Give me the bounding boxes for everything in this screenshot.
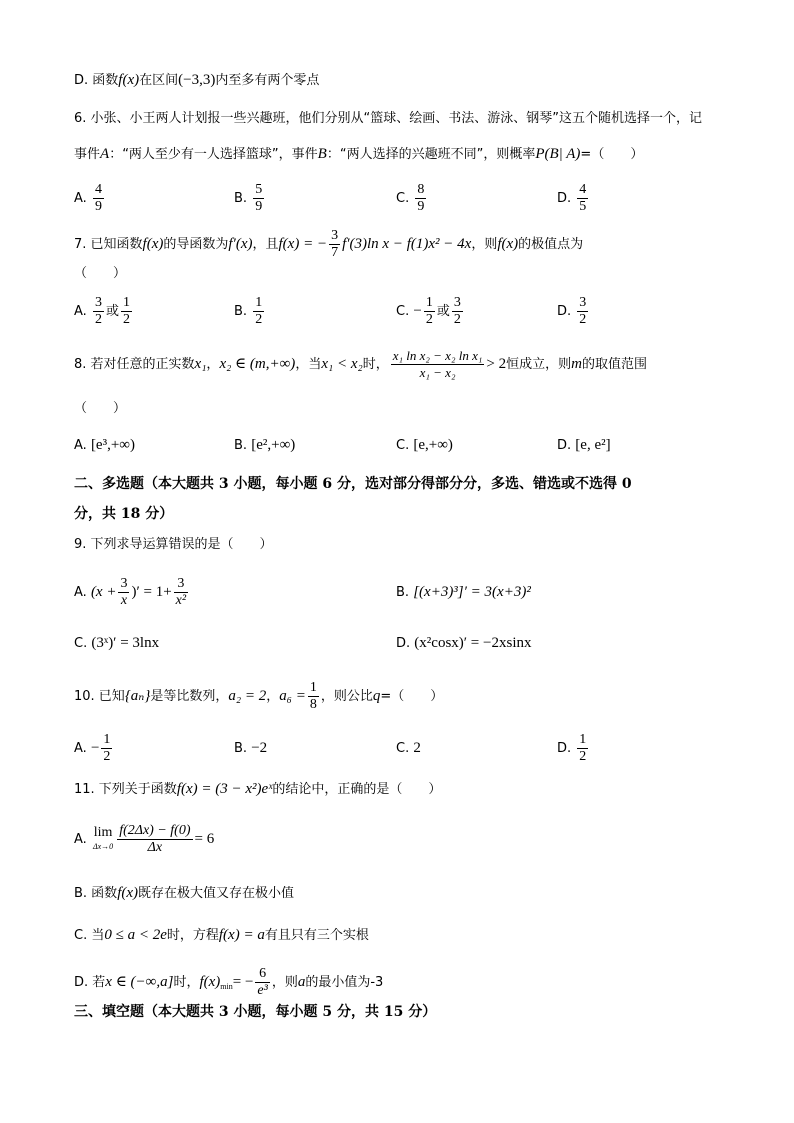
q7-option-a-d2: 2 (122, 312, 130, 327)
q8-comma: ， (206, 357, 220, 372)
q8-x1: x₁ (194, 356, 207, 372)
q6-option-b-den: 9 (255, 199, 263, 214)
q6-option-b-num: 5 (255, 182, 263, 197)
q8-option-b-label: B. (234, 438, 248, 453)
q11-option-d-num: 6 (255, 966, 269, 983)
q9-stem: 9. 下列求导运算错误的是（ ） (74, 537, 273, 552)
q8-tail2: 的取值范围 (581, 357, 647, 372)
q8-m: m (571, 356, 582, 372)
q7-mid1: 的导函数为 (163, 237, 229, 252)
q8-frac-num: x₁ ln x₂ − x₂ ln x₁ (392, 348, 483, 363)
q7-option-c-label: C. (396, 304, 410, 319)
q11-option-c-tail: 有且只有三个实根 (264, 928, 369, 943)
q6-text-c: ：“两人选择的兴趣班不同”，则概率 (326, 147, 536, 162)
q10-intro: 10. 已知 (74, 689, 125, 704)
q11-option-d-min-sub: min (220, 982, 233, 991)
q7-option-d[interactable] (557, 295, 590, 328)
q11-option-b-fn: f(x) (117, 885, 139, 901)
q11-option-a-num: f(2Δx) − f(0) (119, 823, 191, 838)
q9-option-a-frac-den: x (120, 593, 128, 608)
q10-option-a[interactable] (74, 732, 114, 765)
q8-stem (74, 348, 647, 381)
q10-option-d[interactable] (557, 732, 590, 765)
q6-option-b-label: B. (234, 191, 248, 206)
q11-option-d-prefix: D. 若 (74, 975, 106, 990)
q8-when2: 时， (362, 357, 389, 372)
q8-option-c-label: C. (396, 438, 410, 453)
q6-option-b[interactable] (234, 182, 266, 215)
q7-option-c-sign: − (413, 303, 422, 319)
q11-stem (74, 780, 441, 799)
q9-option-c[interactable] (74, 634, 159, 653)
q11-intro: 11. 下列关于函数 (74, 782, 177, 797)
q7-option-a-or: 或 (105, 304, 119, 319)
q10-a6-num: 1 (309, 680, 317, 695)
q10-option-a-sign: − (90, 740, 100, 756)
q10-option-b-label: B. (234, 741, 248, 756)
q11-option-d-fmin: f(x) (199, 974, 221, 990)
q10-tail: ，则公比 (320, 689, 373, 704)
q5-option-d-prefix: D. 函数 (74, 73, 119, 88)
q8-option-d[interactable] (557, 436, 611, 455)
q6-option-c[interactable] (396, 182, 428, 215)
q7-option-c-n1: 1 (425, 295, 433, 310)
q11-tail: 的结论中，正确的是（ ） (272, 782, 442, 797)
q7-option-b[interactable] (234, 295, 266, 328)
q7-coef-den: 7 (331, 245, 339, 260)
q7-option-d-num: 3 (579, 295, 587, 310)
q11-option-c-cond: 0 ≤ a < 2e (104, 927, 167, 943)
q11-option-c[interactable] (74, 926, 369, 945)
q8-option-a-label: A. (74, 438, 87, 453)
q7-option-a-n1: 3 (94, 295, 102, 310)
q8-tail1: 恒成立，则 (506, 357, 572, 372)
q9-option-b-expr: [(x+3)³]′ = 3(x+3)² (413, 584, 531, 600)
q7-eq-left: f(x) = − (278, 236, 328, 252)
q6-option-a[interactable] (74, 182, 106, 215)
q11-option-c-mid: 时，方程 (166, 928, 219, 943)
q7-stem (74, 228, 583, 261)
q6-event-b: B (317, 146, 327, 162)
q9-option-a-rhs-den: x² (175, 593, 187, 608)
q7-tail: 的极值点为 (518, 237, 584, 252)
q8-gt: > 2 (486, 356, 507, 372)
q9-option-a-left: (x + (90, 584, 117, 600)
q11-option-d-mid: 时， (173, 975, 200, 990)
q11-option-a-eq: = 6 (194, 831, 215, 847)
q5-option-d-mid: 在区间 (139, 73, 179, 88)
q5-option-d-suffix: 内至多有两个零点 (215, 73, 320, 88)
q10-option-c[interactable] (396, 739, 421, 758)
q8-option-b-value: [e²,+∞) (251, 437, 296, 453)
q11-option-d-a: a (297, 974, 306, 990)
q10-a6-den: 8 (309, 697, 317, 712)
q6-stem-line1: 6. 小张、小王两人计划报一些兴趣班，他们分别从“篮球、绘画、书法、游泳、钢琴”这五个随机选择一个，记 (74, 111, 703, 126)
q11-option-a-lim: lim (93, 824, 113, 840)
q8-option-d-value: [e, e²] (575, 437, 611, 453)
q10-option-c-value: 2 (413, 740, 421, 756)
q10-sequence: {aₙ} (124, 688, 151, 704)
q10-comma: ， (266, 689, 280, 704)
q6-probability: P(B| A) (535, 146, 581, 162)
q6-text-a: 事件 (74, 147, 101, 162)
q11-option-a[interactable] (74, 823, 214, 856)
q10-option-a-num: 1 (103, 732, 111, 747)
q6-option-a-label: A. (74, 191, 87, 206)
q8-option-c[interactable] (396, 436, 453, 455)
q7-option-a[interactable] (74, 295, 134, 328)
q8-x2-range: x₂ ∈ (m,+∞) (219, 356, 296, 372)
q9-option-d[interactable] (396, 634, 531, 653)
section-2-heading-line2: 分，共 18 分） (74, 506, 174, 522)
q10-stem (74, 680, 443, 713)
q8-option-a-value: [e³,+∞) (90, 437, 135, 453)
q10-option-d-den: 2 (579, 749, 587, 764)
q5-option-d-interval: (−3,3) (178, 72, 216, 88)
q9-option-a-right: )′ = 1+ (131, 584, 172, 600)
q10-option-d-num: 1 (579, 732, 587, 747)
q9-option-a[interactable] (74, 576, 190, 609)
q7-option-c-or: 或 (436, 304, 450, 319)
q10-option-a-label: A. (74, 741, 87, 756)
q6-event-a: A (100, 146, 110, 162)
q8-intro: 8. 若对任意的正实数 (74, 357, 195, 372)
q8-option-a[interactable] (74, 436, 135, 455)
q6-option-d[interactable] (557, 182, 590, 215)
q6-option-d-den: 5 (579, 199, 587, 214)
q7-intro: 7. 已知函数 (74, 237, 143, 252)
q11-option-b-tail: 既存在极大值又存在极小值 (138, 886, 295, 901)
q7-option-a-label: A. (74, 304, 87, 319)
q5-option-d-fn: f(x) (118, 72, 140, 88)
q11-option-b-prefix: B. 函数 (74, 886, 118, 901)
q7-option-c[interactable] (396, 295, 465, 328)
q8-condition: x₁ < x₂ (321, 356, 363, 372)
q7-option-b-label: B. (234, 304, 248, 319)
q6-option-c-den: 9 (417, 199, 425, 214)
q9-option-b[interactable] (396, 583, 531, 602)
q10-option-c-label: C. (396, 741, 410, 756)
q9-option-c-expr: (3ˣ)′ = 3lnx (91, 635, 160, 651)
q7-coef-num: 3 (331, 228, 339, 243)
q10-mid: 是等比数列， (150, 689, 229, 704)
q9-option-d-label: D. (396, 636, 411, 651)
q6-option-d-label: D. (557, 191, 572, 206)
q9-option-c-label: C. (74, 636, 88, 651)
q8-option-c-value: [e,+∞) (413, 437, 453, 453)
q7-fpx: f′(x) (228, 236, 253, 252)
q6-option-a-num: 4 (94, 182, 102, 197)
q6-text-b: ：“两人至少有一人选择篮球”，事件 (109, 147, 318, 162)
q7-fx2: f(x) (497, 236, 519, 252)
q10-a2: a₂ = 2 (228, 688, 267, 704)
q7-option-c-d1: 2 (425, 312, 433, 327)
q5-option-d (74, 71, 319, 90)
q7-option-a-n2: 1 (122, 295, 130, 310)
q10-option-a-den: 2 (103, 749, 111, 764)
q6-option-c-num: 8 (417, 182, 425, 197)
q9-option-a-frac-num: 3 (120, 576, 128, 591)
q11-option-d[interactable] (74, 966, 383, 999)
section-3-heading: 三、填空题（本大题共 3 小题，每小题 5 分，共 15 分） (74, 1004, 437, 1020)
q8-frac-den: x₁ − x₂ (419, 365, 456, 380)
q11-option-c-eq: f(x) = a (218, 927, 265, 943)
q7-mid2: ，且 (252, 237, 279, 252)
q6-option-c-label: C. (396, 191, 410, 206)
q8-option-b[interactable] (234, 436, 295, 455)
q10-option-d-label: D. (557, 741, 572, 756)
q8-paren: （ ） (74, 401, 127, 416)
q11-option-d-tail2: 的最小值为-3 (305, 975, 384, 990)
q7-fx: f(x) (142, 236, 164, 252)
q7-option-a-d1: 2 (94, 312, 102, 327)
q7-option-d-den: 2 (579, 312, 587, 327)
q6-stem-line2 (74, 145, 643, 164)
q10-q: q (372, 688, 381, 704)
q9-option-a-label: A. (74, 585, 87, 600)
q7-option-c-n2: 3 (453, 295, 461, 310)
q11-option-b[interactable] (74, 884, 294, 903)
q6-text-d: =（ ） (580, 147, 644, 162)
q10-option-b-value: −2 (251, 740, 268, 756)
q11-option-d-den: e³ (257, 983, 268, 998)
section-2-heading-line1: 二、多选题（本大题共 3 小题，每小题 6 分，选对部分得部分分，多选、错选或不选得 0 (74, 476, 632, 492)
q6-option-a-den: 9 (94, 199, 102, 214)
q9-option-d-expr: (x²cosx)′ = −2xsinx (414, 635, 532, 651)
q11-option-d-cond: x ∈ (−∞,a] (105, 974, 174, 990)
q7-option-c-d2: 2 (453, 312, 461, 327)
q8-when: ，当 (295, 357, 322, 372)
q11-option-d-tail1: ，则 (271, 975, 298, 990)
q10-tail2: =（ ） (380, 689, 444, 704)
q11-option-d-eq: = − (232, 974, 254, 990)
q6-option-d-num: 4 (579, 182, 587, 197)
q7-option-b-num: 1 (255, 295, 263, 310)
q11-option-c-prefix: C. 当 (74, 928, 105, 943)
q7-mid3: ，则 (471, 237, 498, 252)
q10-a6: a₆ = (279, 688, 306, 704)
q7-eq-right: f′(3)ln x − f(1)x² − 4x (342, 236, 472, 252)
q11-option-a-lim-sub: Δx→0 (92, 841, 114, 851)
q7-paren: （ ） (74, 266, 127, 281)
q9-option-b-label: B. (396, 585, 410, 600)
q11-function: f(x) = (3 − x²)eˣ (176, 781, 273, 797)
q7-option-d-label: D. (557, 304, 572, 319)
q8-option-d-label: D. (557, 438, 572, 453)
q7-option-b-den: 2 (255, 312, 263, 327)
q9-option-a-rhs-num: 3 (174, 576, 188, 593)
q10-option-b[interactable] (234, 739, 267, 758)
q11-option-a-label: A. (74, 832, 87, 847)
q11-option-a-den: Δx (147, 840, 163, 855)
